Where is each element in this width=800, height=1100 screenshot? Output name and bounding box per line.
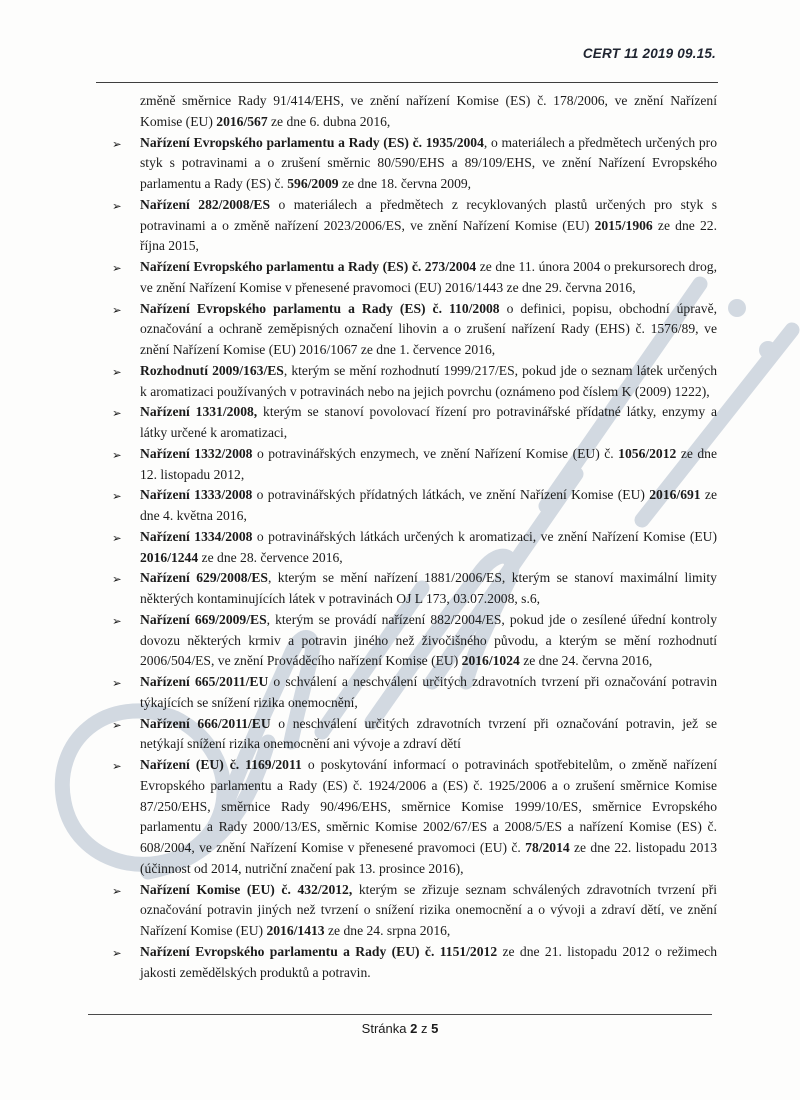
list-item [112,299,717,361]
list-item [112,610,717,672]
bullet-arrow-icon: ➢ [112,945,122,960]
item-text: ze dne 22. října 2015, [140,217,717,254]
list-item [112,755,717,880]
regulation-list [112,91,717,983]
page-number-of-word: z [420,1021,428,1036]
item-text: , kterým se provádí nařízení 882/2004/ES, pokud jde o zesílené úřední kontroly dovozu některých krmiv a potravin jiného než živočišného původu, a kterým se mění rozhodnutí 2006/504/ES, ve znění Prováděcího nařízení Komise (EU) [140,611,717,669]
item-text: 2016/1024 [461,653,520,669]
list-item [112,444,717,486]
item-text: Nařízení 669/2009/ES [140,611,267,627]
item-text: Nařízení Evropského parlamentu a Rady (ES) č. 110/2008 [140,300,500,316]
bullet-arrow-icon: ➢ [112,447,122,462]
item-text: ze dne 24. srpna 2016, [324,923,451,938]
item-text: ze dne 18. června 2009, [338,176,472,191]
item-text: 78/2014 [525,840,570,855]
bullet-arrow-icon: ➢ [112,302,122,317]
bullet-arrow-icon: ➢ [112,136,122,151]
bullet-arrow-icon: ➢ [112,530,122,545]
item-text: kterým se zřizuje seznam schválených zdravotních tvrzení při označování potravin jiných než tvrzení o snížení rizika onemocnění a o vývoji a zdraví dětí, ve znění Nařízení Komise (EU) [140,881,717,938]
item-text: ze dne 4. května 2016, [140,487,717,523]
item-text: Nařízení Komise (EU) č. 432/2012, [140,881,353,897]
item-text: ze dne 24. června 2016, [519,653,653,669]
item-text: o potravinářských přídatných látkách, ve znění Nařízení Komise (EU) [252,487,650,503]
item-text: o poskytování informací o potravinách spotřebitelům, o změně nařízení Evropského parlamentu a Rady (ES) č. 1924/2006 a (ES) č. 1925/2006 a o zrušení směrnice Komise 87/250/EHS, směrnice Rady 90/496/EHS, směrnice Komise 1999/10/ES, směrnice Evropského parlamentu a Rady 2000/13/ES, směrnic Komise 2002/67/ES a 2008/5/ES a nařízení Komise (ES) č. 608/2004, ve znění Nařízení Komise v přenesené pravomoci (EU) č. [140,757,717,855]
list-item [112,402,717,444]
page-number-total: 5 [431,1021,439,1036]
list-item [112,942,717,984]
item-text: Nařízení 1334/2008 [140,528,253,544]
item-text: ze dne 12. listopadu 2012, [140,445,717,482]
item-text: o schválení a neschválení určitých zdravotních tvrzení při označování potravin týkajících se snížení rizika onemocnění, [140,674,717,710]
item-text: Nařízení Evropského parlamentu a Rady (EU) č. 1151/2012 [140,943,498,959]
list-item [112,527,717,569]
item-text: Nařízení 1331/2008, [140,404,258,420]
bullet-arrow-icon: ➢ [112,759,122,773]
item-text: 2016/1413 [266,923,325,938]
item-text: změně směrnice Rady 91/414/EHS, ve znění nařízení Komise (ES) č. 178/2006, ve znění Nařízení Komise (EU) [140,93,717,129]
item-text: o potravinářských látkách určených k aromatizaci, ve znění Nařízení Komise (EU) [252,528,717,544]
item-text: Nařízení Evropského parlamentu a Rady (ES) č. 1935/2004 [140,134,484,150]
list-item [112,672,717,714]
item-text: ze dne 28. července 2016, [198,549,343,565]
page-number [0,1021,800,1036]
list-item [112,568,717,610]
item-text: o potravinářských enzymech, ve znění Nařízení Komise (EU) č. [252,445,619,461]
list-item [112,880,717,942]
item-text: 596/2009 [287,176,339,191]
bullet-arrow-icon: ➢ [112,364,122,379]
page-number-label: Stránka [361,1021,407,1036]
item-text: o neschválení určitých zdravotních tvrzení při označování potravin, jež se netýkají snížení rizika onemocnění ani vývoje a zdraví dětí [140,715,717,752]
bullet-arrow-icon: ➢ [112,613,122,628]
item-text: Nařízení 1333/2008 [140,487,253,503]
item-text: 2016/691 [649,487,701,503]
list-item [112,257,717,299]
list-item [112,485,717,527]
header-divider [96,82,718,83]
item-text: 1056/2012 [618,445,677,461]
document-code: CERT 11 2019 09.15. [582,46,716,61]
item-text: o materiálech a předmětech z recyklovaných plastů určených pro styk s potravinami a o změně nařízení 2023/2006/ES, ve znění Nařízení Komise (EU) [140,196,717,233]
bullet-arrow-icon: ➢ [112,717,122,732]
bullet-arrow-icon: ➢ [112,261,122,275]
item-text: 2016/1244 [140,549,199,565]
footer-divider [88,1014,712,1015]
item-text: ze dne 21. listopadu 2012 o režimech jakosti zemědělských produktů a potravin. [140,943,717,980]
item-text: 2016/567 [216,113,268,129]
bullet-arrow-icon: ➢ [112,198,122,213]
list-item [112,714,717,756]
bullet-arrow-icon: ➢ [112,676,122,690]
item-text: ze dne 11. února 2004 o prekursorech drog, ve znění Nařízení Komise v přenesené pravomoci (EU) 2016/1443 ze dne 29. června 2016, [140,259,717,295]
bullet-arrow-icon: ➢ [112,572,122,587]
item-text: Nařízení Evropského parlamentu a Rady (ES) č. 273/2004 [140,259,477,274]
bullet-arrow-icon: ➢ [112,489,122,504]
item-text: , kterým se mění nařízení 1881/2006/ES, kterým se stanoví maximální limity některých kontaminujících látek v potravinách OJ L 173, 03.07.2008, s.6, [140,570,717,606]
item-text: Nařízení (EU) č. 1169/2011 [140,757,302,772]
item-text: Nařízení 666/2011/EU [140,715,271,731]
list-item [112,133,717,195]
item-text: ze dne 6. dubna 2016, [267,113,391,129]
bullet-arrow-icon: ➢ [112,883,122,898]
item-text: o definici, popisu, obchodní úpravě, označování a ochraně zeměpisných označení lihovin a o zrušení nařízení Rady (EHS) č. 1576/89, ve znění Nařízení Komise (EU) 2016/1067 ze dne 1. července 2016, [140,300,717,357]
list-item [112,361,717,403]
bullet-arrow-icon: ➢ [112,406,122,421]
item-text: Nařízení 665/2011/EU [140,674,269,689]
item-text: , o materiálech a předmětech určených pro styk s potravinami a o zrušení směrnic 80/590/EHS a 89/109/EHS, ve znění Nařízení Evropského parlamentu a Rady (ES) č. [140,134,717,191]
item-text: Nařízení 1332/2008 [140,445,253,461]
item-text: kterým se stanoví povolovací řízení pro potravinářské přídatné látky, enzymy a látky určené k aromatizaci, [140,404,717,440]
item-text: 2015/1906 [594,217,653,233]
item-text: ze dne 22. listopadu 2013 (účinnost od 2014, nutriční značení pak 13. prosince 2016), [140,840,717,876]
page-number-current: 2 [410,1021,418,1036]
list-item [140,91,717,133]
item-text: Nařízení 629/2008/ES [140,570,268,586]
item-text: , kterým se mění rozhodnutí 1999/217/ES, pokud jde o seznam látek určených k aromatizaci používaných v potravinách nebo na jejich povrchu (oznámeno pod číslem K (2009) 1222), [140,362,717,399]
item-text: Rozhodnutí 2009/163/ES [140,362,284,378]
item-text: Nařízení 282/2008/ES [140,196,271,212]
list-item [112,195,717,257]
